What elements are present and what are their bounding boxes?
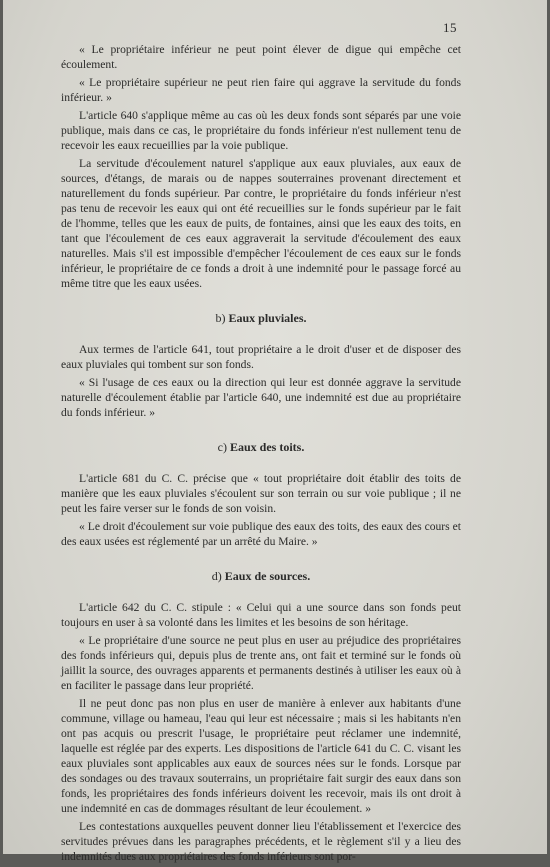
page-number: 15 xyxy=(443,20,457,35)
paragraph: « Le propriétaire d'une source ne peut plus en user au préjudice des propriétaires des fonds inférieurs qui, depuis plus de trente ans, ont fait et terminé sur le fonds où jaillit la source, des ouvrages apparents et permanents destinés à utiliser les eaux où à en faciliter le passage dans leur propriété. xyxy=(61,634,461,692)
section-title: Eaux de sources. xyxy=(224,569,311,583)
page-body xyxy=(61,42,461,867)
paragraph: Il ne peut donc pas non plus en user de manière à enlever aux habitants d'une commune, village ou hameau, l'eau qui leur est nécessaire ; mais si les habitants n'en ont pas acquis ou prescrit l'usage, le propriétaire peut réclamer une indemnité, laquelle est réglée par des experts. Les dispositions de l'article 641 du C. C. visant les eaux pluviales sont applicables aux eaux de sources nées sur le fonds. Lorsque par des sondages ou des travaux souterrains, un propriétaire fait surgir des eaux dans son fonds, les propriétaires des fonds inférieurs doivent les recevoir, mais ils ont droit à une indemnité en cas de dommages résultant de leur écoulement. » xyxy=(61,697,461,815)
section-heading-eaux-de-sources xyxy=(61,569,461,584)
section-title: Eaux des toits. xyxy=(229,440,305,454)
paragraph: Aux termes de l'article 641, tout propriétaire a le droit d'user et de disposer des eaux pluviales qui tombent sur son fonds. xyxy=(61,343,461,371)
section-heading-eaux-pluviales xyxy=(61,311,461,326)
paragraph: L'article 642 du C. C. stipule : « Celui qui a une source dans son fonds peut toujours en user à sa volonté dans les limites et les besoins de son héritage. xyxy=(61,601,461,629)
section-letter: c) xyxy=(217,440,227,454)
paragraph: « Le propriétaire supérieur ne peut rien faire qui aggrave la servitude du fonds inférieur. » xyxy=(61,76,461,104)
section-heading-eaux-des-toits xyxy=(61,440,461,455)
section-letter: b) xyxy=(215,311,226,325)
paragraph: « Le droit d'écoulement sur voie publique des eaux des toits, des eaux des cours et des eaux usées est réglementé par un arrêté du Maire. » xyxy=(61,520,461,548)
paragraph: L'article 681 du C. C. précise que « tout propriétaire doit établir des toits de manière que les eaux pluviales s'écoulent sur son terrain ou sur voie publique ; il ne peut les faire verser sur le fonds de son voisin. xyxy=(61,472,461,515)
book-page xyxy=(3,0,547,863)
paragraph: La servitude d'écoulement naturel s'applique aux eaux pluviales, aux eaux de sources, d'étangs, de marais ou de nappes souterraines provenant directement et naturellement du fonds supérieur. Par contre, le propriétaire du fonds inférieur n'est pas tenu de recevoir les eaux qui ont été recueillies sur le fonds supérieur par le fait de l'homme, telles que les eaux de puits, de fontaines, ainsi que les eaux des toits, en tant que l'écoulement de ces eaux aggraverait la servitude d'écoulement des eaux naturelles. Mais s'il est impossible d'empêcher l'écoulement de ces eaux sur le fonds inférieur, le propriétaire de ce fonds a droit à une indemnité pour le passage forcé au même titre que les eaux usées. xyxy=(61,157,461,290)
paragraph: « Le propriétaire inférieur ne peut point élever de digue qui empêche cet écoulement. xyxy=(61,43,461,71)
section-letter: d) xyxy=(211,569,222,583)
paragraph: L'article 640 s'applique même au cas où les deux fonds sont séparés par une voie publique, mais dans ce cas, le propriétaire du fonds inférieur n'est nullement tenu de recevoir les eaux recueillies par la voie publique. xyxy=(61,109,461,152)
paragraph: Les contestations auxquelles peuvent donner lieu l'établissement et l'exercice des servitudes prévues dans les paragraphes précédents, et le règlement s'il y a lieu des indemnités dues aux propriétaires des fonds inférieurs sont por- xyxy=(61,820,461,863)
section-title: Eaux pluviales. xyxy=(228,311,307,325)
paragraph: « Si l'usage de ces eaux ou la direction qui leur est donnée aggrave la servitude naturelle d'écoulement établie par l'article 640, une indemnité est due au propriétaire du fonds inférieur. » xyxy=(61,376,461,419)
